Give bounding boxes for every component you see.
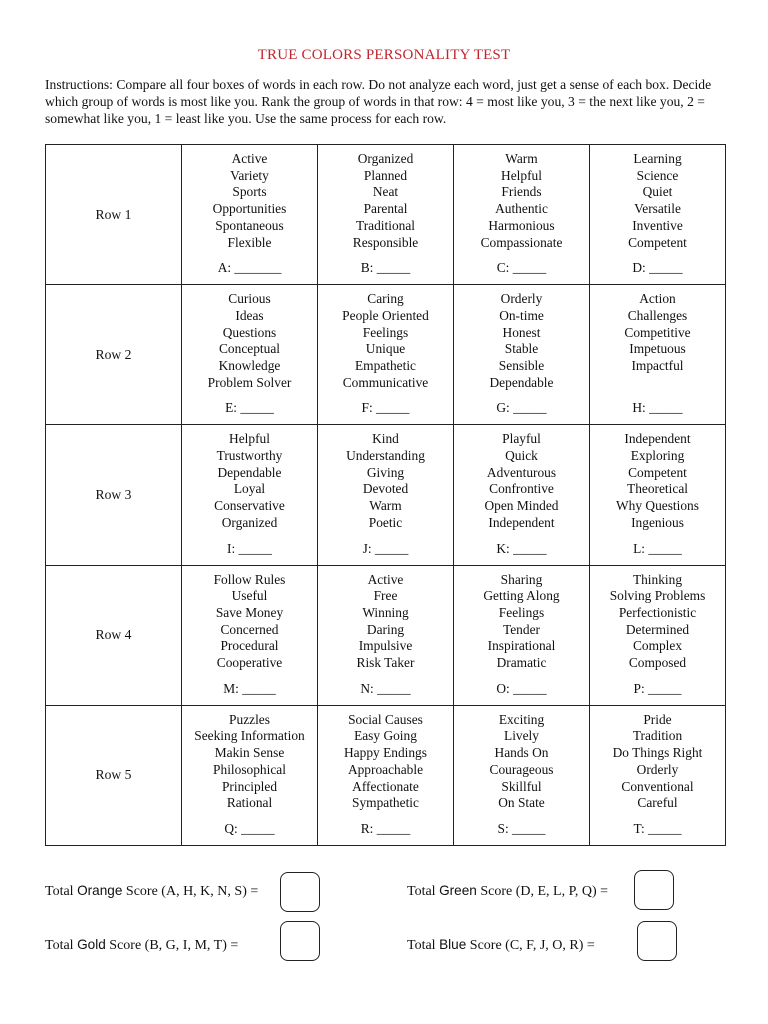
word-item: Loyal bbox=[233, 481, 266, 497]
word-box bbox=[182, 705, 318, 845]
score-green-box[interactable] bbox=[634, 870, 674, 910]
word-item: On State bbox=[498, 795, 545, 811]
word-item: Feelings bbox=[498, 604, 545, 620]
word-item: Active bbox=[231, 151, 268, 166]
word-list bbox=[590, 145, 725, 251]
word-item: Questions bbox=[222, 324, 277, 340]
word-item: Orderly bbox=[500, 291, 543, 307]
word-box bbox=[454, 145, 590, 285]
word-item: Getting Along bbox=[483, 588, 560, 604]
word-item: Social Causes bbox=[348, 711, 423, 727]
word-item: Approachable bbox=[347, 761, 424, 777]
instructions-text: Compare all four boxes of words in each row. Do not analyze each word, just get a sense of each box. Decide which group of words is most like you. Rank the group of words in that row: 4 = most like you, 3 = the next like you, 2 = somewhat like you, 1 = least like you. Use the same process for each row. bbox=[45, 77, 712, 126]
word-item: Adventurous bbox=[486, 464, 557, 480]
score-gold-label bbox=[45, 937, 238, 954]
word-item: Open Minded bbox=[484, 498, 559, 514]
score-green-label bbox=[407, 883, 608, 900]
word-item: Sympathetic bbox=[352, 795, 419, 811]
word-list bbox=[318, 285, 453, 391]
word-item: Playful bbox=[502, 431, 541, 447]
rank-blank[interactable]: T: _____ bbox=[633, 821, 682, 836]
word-item: Poetic bbox=[368, 514, 403, 530]
word-item: Sensible bbox=[498, 358, 545, 373]
word-item: Opportunities bbox=[212, 201, 287, 217]
word-item: Helpful bbox=[229, 431, 270, 447]
word-item: Thinking bbox=[632, 571, 683, 587]
word-item: Honest bbox=[502, 324, 541, 340]
word-item: Warm bbox=[369, 498, 402, 514]
word-list bbox=[182, 145, 317, 251]
word-list bbox=[590, 566, 725, 672]
rank-blank[interactable]: I: _____ bbox=[226, 540, 272, 556]
word-item: Cooperative bbox=[216, 655, 283, 671]
word-item: Traditional bbox=[355, 217, 416, 233]
word-list bbox=[182, 566, 317, 672]
score-orange-suffix: Score (A, H, K, N, S) = bbox=[122, 884, 259, 899]
word-item: Lively bbox=[504, 728, 539, 744]
word-list bbox=[182, 285, 317, 391]
word-item: Unique bbox=[365, 341, 406, 357]
word-box bbox=[318, 705, 454, 845]
word-item: On-time bbox=[499, 307, 544, 323]
word-item: Impulsive bbox=[358, 638, 413, 654]
score-green-prefix: Total bbox=[407, 884, 440, 899]
word-item: Follow Rules bbox=[213, 571, 286, 587]
word-item: Stable bbox=[504, 341, 539, 357]
word-item: Tender bbox=[503, 621, 540, 637]
word-item: Action bbox=[639, 291, 676, 307]
word-item: Planned bbox=[363, 167, 408, 183]
rank-blank[interactable]: G: _____ bbox=[496, 400, 547, 416]
word-item: Sports bbox=[232, 184, 267, 200]
word-item: Inventive bbox=[632, 217, 683, 233]
grid-row bbox=[46, 705, 726, 845]
word-box bbox=[454, 565, 590, 705]
word-item: Quick bbox=[505, 448, 538, 464]
rank-blank[interactable]: E: _____ bbox=[225, 400, 274, 416]
word-item: Rational bbox=[226, 795, 273, 811]
word-item: Conservative bbox=[214, 498, 285, 514]
score-green-color: Green bbox=[439, 883, 477, 898]
word-box bbox=[182, 565, 318, 705]
word-item: Independent bbox=[624, 431, 691, 447]
word-list bbox=[590, 706, 725, 812]
word-item: Responsible bbox=[352, 234, 419, 250]
row-label: Row 3 bbox=[46, 425, 182, 565]
word-box bbox=[590, 705, 726, 845]
word-item: Hands On bbox=[494, 745, 549, 761]
score-blue-suffix: Score (C, F, J, O, R) = bbox=[466, 938, 595, 953]
word-list bbox=[590, 425, 725, 531]
word-item: Harmonious bbox=[488, 217, 555, 233]
word-item: Skillful bbox=[501, 778, 542, 794]
word-box bbox=[454, 285, 590, 425]
word-item: Free bbox=[373, 588, 398, 604]
word-item: Useful bbox=[231, 588, 268, 604]
score-orange-prefix: Total bbox=[45, 884, 78, 899]
word-item: Parental bbox=[363, 201, 408, 217]
rank-blank[interactable]: L: _____ bbox=[633, 540, 682, 556]
word-item: Competent bbox=[628, 464, 687, 480]
score-blue-label bbox=[407, 937, 595, 954]
word-list bbox=[318, 706, 453, 812]
word-item: Variety bbox=[230, 167, 269, 183]
word-item: Easy Going bbox=[354, 728, 417, 744]
rank-blank[interactable]: J: _____ bbox=[362, 540, 409, 556]
word-item: Ideas bbox=[235, 307, 264, 323]
word-item: Principled bbox=[221, 778, 278, 794]
word-item: Risk Taker bbox=[356, 655, 415, 671]
word-item: Flexible bbox=[227, 234, 272, 250]
score-gold-prefix: Total bbox=[45, 938, 78, 953]
word-item: Dependable bbox=[489, 374, 554, 390]
word-item: Understanding bbox=[346, 448, 425, 464]
word-item: Happy Endings bbox=[344, 745, 427, 761]
score-gold-suffix: Score (B, G, I, M, T) = bbox=[105, 938, 239, 953]
word-list bbox=[318, 425, 453, 531]
word-item: Careful bbox=[637, 795, 678, 811]
word-item: Compassionate bbox=[480, 234, 563, 250]
word-box bbox=[182, 145, 318, 285]
row-label: Row 2 bbox=[46, 285, 182, 425]
word-item: Do Things Right bbox=[612, 745, 703, 761]
rank-blank[interactable]: K: _____ bbox=[496, 540, 547, 556]
word-list bbox=[454, 285, 589, 391]
rank-blank[interactable]: D: _____ bbox=[632, 260, 683, 276]
word-item: Spontaneous bbox=[215, 217, 284, 233]
word-item: Save Money bbox=[215, 604, 284, 620]
word-item: Trustworthy bbox=[216, 448, 283, 464]
word-item: Affectionate bbox=[352, 778, 419, 794]
word-item: Ingenious bbox=[631, 514, 684, 530]
word-item: Complex bbox=[632, 638, 683, 654]
rank-blank[interactable]: Q: _____ bbox=[224, 821, 275, 836]
word-list bbox=[454, 566, 589, 672]
word-item: Dramatic bbox=[496, 655, 547, 671]
rank-blank[interactable]: F: _____ bbox=[361, 400, 410, 416]
word-item: Organized bbox=[357, 151, 414, 166]
word-item: Procedural bbox=[220, 638, 279, 654]
word-item: Impetuous bbox=[629, 341, 686, 357]
word-item: Inspirational bbox=[487, 638, 556, 654]
rank-blank[interactable]: O: _____ bbox=[496, 680, 547, 696]
word-item: Competent bbox=[628, 234, 687, 250]
grid-row bbox=[46, 285, 726, 425]
instructions-label: Instructions: bbox=[45, 77, 113, 92]
word-item: Caring bbox=[367, 291, 404, 307]
word-item: Science bbox=[636, 167, 679, 183]
word-item: Philosophical bbox=[213, 761, 286, 777]
word-list bbox=[590, 285, 725, 375]
rank-blank[interactable]: B: _____ bbox=[360, 260, 411, 276]
word-item: Puzzles bbox=[229, 711, 270, 727]
word-item: Conventional bbox=[621, 778, 694, 794]
word-item: Problem Solver bbox=[207, 374, 292, 390]
word-box bbox=[318, 145, 454, 285]
row-label: Row 5 bbox=[46, 705, 182, 845]
word-box bbox=[182, 285, 318, 425]
rank-blank[interactable]: A: _______ bbox=[217, 260, 282, 276]
word-item: Solving Problems bbox=[609, 588, 706, 604]
word-item: Winning bbox=[362, 604, 409, 620]
rank-blank[interactable]: P: _____ bbox=[633, 680, 682, 696]
word-item: Competitive bbox=[624, 324, 691, 340]
word-item: Exciting bbox=[498, 711, 545, 727]
word-item: Orderly bbox=[636, 761, 679, 777]
score-green-suffix: Score (D, E, L, P, Q) = bbox=[476, 884, 609, 899]
rank-blank[interactable]: C: _____ bbox=[496, 260, 547, 276]
word-list bbox=[454, 425, 589, 531]
page-title: TRUE COLORS PERSONALITY TEST bbox=[257, 47, 511, 63]
word-box bbox=[182, 425, 318, 565]
rank-blank[interactable]: R: _____ bbox=[360, 821, 411, 836]
word-item: Curious bbox=[228, 291, 271, 307]
grid-row bbox=[46, 145, 726, 285]
word-item: Pride bbox=[643, 711, 672, 727]
word-item: Theoretical bbox=[627, 481, 688, 497]
word-box bbox=[454, 705, 590, 845]
word-item: Giving bbox=[366, 464, 405, 480]
word-item: Dependable bbox=[217, 464, 282, 480]
word-item: Friends bbox=[501, 184, 542, 200]
word-item: Exploring bbox=[630, 448, 685, 464]
word-list bbox=[318, 566, 453, 672]
word-item: Why Questions bbox=[616, 498, 699, 514]
word-item: Authentic bbox=[495, 201, 548, 217]
word-item: Composed bbox=[628, 655, 687, 671]
word-list bbox=[318, 145, 453, 251]
word-item: Determined bbox=[625, 621, 690, 637]
word-list bbox=[454, 706, 589, 812]
word-item: Sharing bbox=[500, 571, 543, 587]
word-box bbox=[590, 285, 726, 425]
word-grid bbox=[45, 144, 726, 846]
word-item: Daring bbox=[366, 621, 405, 637]
word-box bbox=[318, 285, 454, 425]
score-blue-box[interactable] bbox=[637, 921, 677, 961]
row-label: Row 1 bbox=[46, 145, 182, 285]
word-item: Kind bbox=[372, 431, 399, 447]
score-orange-box[interactable] bbox=[280, 872, 320, 912]
word-item: Courageous bbox=[489, 761, 554, 777]
word-item: Active bbox=[367, 571, 404, 587]
score-blue-color: Blue bbox=[439, 937, 467, 952]
word-item: Impactful bbox=[631, 358, 684, 373]
word-item: Seeking Information bbox=[194, 728, 305, 744]
word-item: Conceptual bbox=[219, 341, 280, 357]
grid-row bbox=[46, 565, 726, 705]
rank-blank[interactable]: M: _____ bbox=[223, 680, 276, 696]
word-list bbox=[182, 425, 317, 531]
grid-row bbox=[46, 425, 726, 565]
word-item: Challenges bbox=[627, 307, 688, 323]
word-item: Learning bbox=[633, 151, 682, 166]
word-box bbox=[318, 425, 454, 565]
word-item: Neat bbox=[372, 184, 399, 200]
word-list bbox=[454, 145, 589, 251]
word-item: Quiet bbox=[642, 184, 673, 200]
word-item: People Oriented bbox=[342, 307, 429, 323]
word-item: Tradition bbox=[632, 728, 683, 744]
word-item: Concerned bbox=[220, 621, 279, 637]
word-item: Knowledge bbox=[218, 358, 281, 373]
word-box bbox=[590, 145, 726, 285]
score-gold-color: Gold bbox=[77, 937, 106, 952]
rank-blank[interactable]: N: _____ bbox=[360, 680, 411, 696]
word-item: Versatile bbox=[634, 201, 681, 217]
word-box bbox=[590, 425, 726, 565]
word-box bbox=[318, 565, 454, 705]
word-item: Communicative bbox=[342, 374, 429, 390]
score-orange-color: Orange bbox=[77, 883, 123, 898]
word-list bbox=[182, 706, 317, 812]
word-item: Empathetic bbox=[355, 358, 416, 373]
word-item: Warm bbox=[505, 151, 538, 166]
word-item: Devoted bbox=[362, 481, 409, 497]
rank-blank[interactable]: H: _____ bbox=[632, 400, 683, 416]
word-item: Makin Sense bbox=[214, 745, 285, 761]
word-item: Perfectionistic bbox=[618, 604, 697, 620]
score-orange-label bbox=[45, 883, 258, 900]
word-item: Feelings bbox=[362, 324, 409, 340]
word-item: Organized bbox=[221, 514, 278, 530]
word-box bbox=[454, 425, 590, 565]
word-box bbox=[590, 565, 726, 705]
score-blue-prefix: Total bbox=[407, 938, 440, 953]
instructions bbox=[45, 76, 735, 127]
word-item: Confrontive bbox=[489, 481, 554, 497]
score-gold-box[interactable] bbox=[280, 921, 320, 961]
word-item: Helpful bbox=[501, 167, 542, 183]
row-label: Row 4 bbox=[46, 565, 182, 705]
rank-blank[interactable]: S: _____ bbox=[497, 821, 546, 836]
word-item: Independent bbox=[488, 514, 555, 530]
